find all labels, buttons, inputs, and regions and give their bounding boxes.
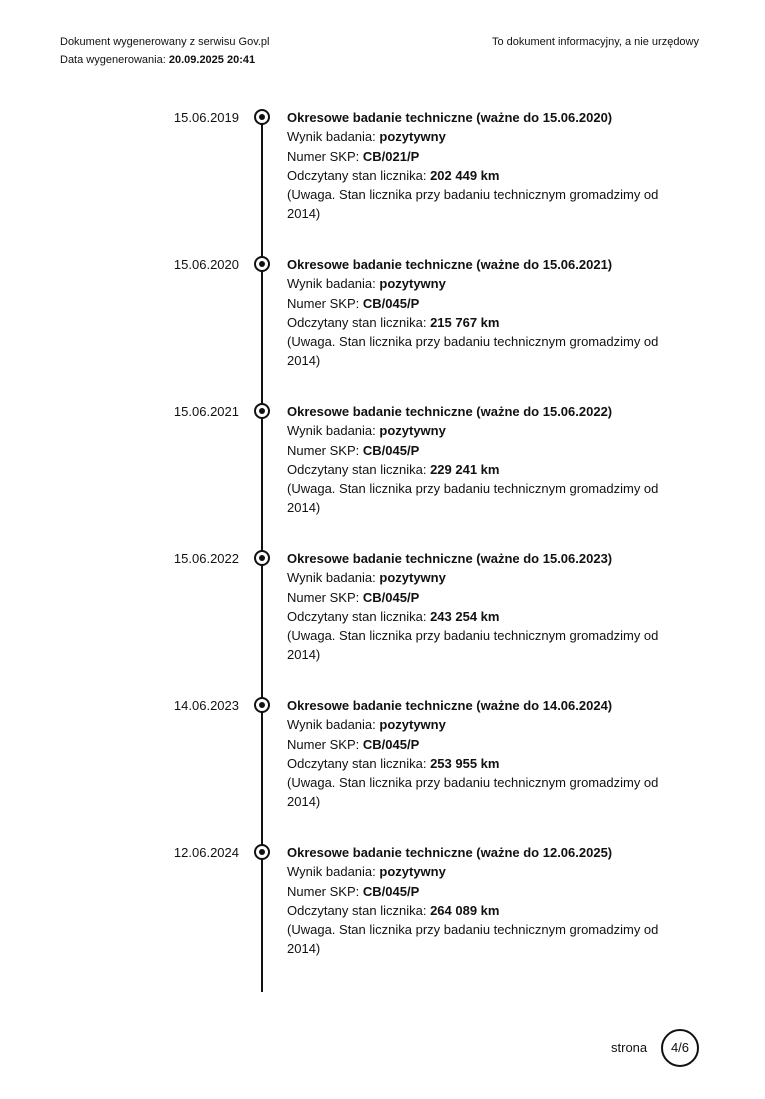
skp-row bbox=[287, 735, 677, 754]
odometer-row bbox=[287, 754, 677, 773]
result-value: pozytywny bbox=[379, 864, 446, 880]
odometer-value: 253 955 km bbox=[430, 755, 500, 771]
timeline-node-icon bbox=[254, 550, 270, 566]
odometer-label: Odczytany stan licznika: bbox=[287, 461, 427, 477]
skp-value: CB/045/P bbox=[362, 442, 420, 458]
entry-date: 15.06.2022 bbox=[173, 551, 239, 566]
odometer-label: Odczytany stan licznika: bbox=[287, 608, 427, 624]
entry-date: 12.06.2024 bbox=[173, 845, 239, 860]
entry-title: Okresowe badanie techniczne (ważne do 15.06.2022) bbox=[287, 404, 613, 419]
timeline-node-icon bbox=[254, 403, 270, 419]
odometer-note: (Uwaga. Stan licznika przy badaniu technicznym gromadzimy od 2014) bbox=[287, 481, 659, 516]
timeline-node-icon bbox=[254, 697, 270, 713]
odometer-note: (Uwaga. Stan licznika przy badaniu technicznym gromadzimy od 2014) bbox=[287, 334, 659, 369]
skp-row bbox=[287, 588, 677, 607]
entry-details bbox=[287, 549, 677, 665]
odometer-value: 202 449 km bbox=[430, 167, 500, 183]
odometer-note: (Uwaga. Stan licznika przy badaniu technicznym gromadzimy od 2014) bbox=[287, 775, 659, 810]
skp-value: CB/021/P bbox=[362, 148, 420, 164]
entry-title: Okresowe badanie techniczne (ważne do 14.06.2024) bbox=[287, 698, 613, 713]
entry-date: 15.06.2020 bbox=[173, 257, 239, 272]
odometer-label: Odczytany stan licznika: bbox=[287, 167, 427, 183]
entry-title: Okresowe badanie techniczne (ważne do 15.06.2020) bbox=[287, 110, 613, 125]
odometer-row bbox=[287, 166, 677, 185]
skp-row bbox=[287, 147, 677, 166]
entry-title: Okresowe badanie techniczne (ważne do 15.06.2021) bbox=[287, 257, 613, 272]
result-label: Wynik badania: bbox=[287, 864, 376, 880]
odometer-label: Odczytany stan licznika: bbox=[287, 314, 427, 330]
odometer-value: 243 254 km bbox=[430, 608, 500, 624]
generation-date-value: 20.09.2025 20:41 bbox=[168, 54, 256, 66]
page-label: strona bbox=[611, 1040, 648, 1055]
odometer-row bbox=[287, 607, 677, 626]
result-label: Wynik badania: bbox=[287, 129, 376, 145]
result-label: Wynik badania: bbox=[287, 276, 376, 292]
result-value: pozytywny bbox=[379, 129, 446, 145]
skp-value: CB/045/P bbox=[362, 295, 420, 311]
odometer-note: (Uwaga. Stan licznika przy badaniu technicznym gromadzimy od 2014) bbox=[287, 187, 659, 222]
skp-row bbox=[287, 294, 677, 313]
entry-details bbox=[287, 255, 677, 371]
odometer-note: (Uwaga. Stan licznika przy badaniu technicznym gromadzimy od 2014) bbox=[287, 922, 659, 957]
skp-value: CB/045/P bbox=[362, 883, 420, 899]
result-label: Wynik badania: bbox=[287, 423, 376, 439]
skp-label: Numer SKP: bbox=[287, 883, 360, 899]
entry-details bbox=[287, 696, 677, 812]
skp-label: Numer SKP: bbox=[287, 295, 360, 311]
result-row bbox=[287, 274, 677, 293]
result-label: Wynik badania: bbox=[287, 570, 376, 586]
result-row bbox=[287, 568, 677, 587]
entry-date: 14.06.2023 bbox=[173, 698, 239, 713]
odometer-row bbox=[287, 313, 677, 332]
result-label: Wynik badania: bbox=[287, 717, 376, 733]
disclaimer-text: To dokument informacyjny, a nie urzędowy bbox=[491, 36, 699, 48]
result-value: pozytywny bbox=[379, 570, 446, 586]
page-number-badge: 4/6 bbox=[661, 1029, 699, 1067]
skp-row bbox=[287, 441, 677, 460]
entry-date: 15.06.2021 bbox=[173, 404, 239, 419]
result-row bbox=[287, 421, 677, 440]
skp-label: Numer SKP: bbox=[287, 736, 360, 752]
entry-details bbox=[287, 108, 677, 224]
skp-value: CB/045/P bbox=[362, 736, 420, 752]
result-value: pozytywny bbox=[379, 717, 446, 733]
odometer-value: 215 767 km bbox=[430, 314, 500, 330]
timeline-node-icon bbox=[254, 109, 270, 125]
odometer-note: (Uwaga. Stan licznika przy badaniu technicznym gromadzimy od 2014) bbox=[287, 628, 659, 663]
result-value: pozytywny bbox=[379, 276, 446, 292]
skp-label: Numer SKP: bbox=[287, 589, 360, 605]
odometer-label: Odczytany stan licznika: bbox=[287, 755, 427, 771]
skp-label: Numer SKP: bbox=[287, 148, 360, 164]
generated-from-text: Dokument wygenerowany z serwisu Gov.pl bbox=[60, 36, 270, 48]
entry-date: 15.06.2019 bbox=[173, 110, 239, 125]
result-row bbox=[287, 715, 677, 734]
document-header-left bbox=[60, 33, 270, 69]
odometer-value: 264 089 km bbox=[430, 902, 500, 918]
result-row bbox=[287, 862, 677, 881]
skp-value: CB/045/P bbox=[362, 589, 420, 605]
odometer-row bbox=[287, 460, 677, 479]
skp-row bbox=[287, 882, 677, 901]
entry-details bbox=[287, 843, 677, 959]
generation-date-row bbox=[60, 51, 270, 69]
result-value: pozytywny bbox=[379, 423, 446, 439]
entry-details bbox=[287, 402, 677, 518]
skp-label: Numer SKP: bbox=[287, 442, 360, 458]
entry-title: Okresowe badanie techniczne (ważne do 15.06.2023) bbox=[287, 551, 613, 566]
timeline-node-icon bbox=[254, 256, 270, 272]
odometer-label: Odczytany stan licznika: bbox=[287, 902, 427, 918]
timeline-node-icon bbox=[254, 844, 270, 860]
result-row bbox=[287, 127, 677, 146]
odometer-row bbox=[287, 901, 677, 920]
entry-title: Okresowe badanie techniczne (ważne do 12.06.2025) bbox=[287, 845, 613, 860]
generation-date-label: Data wygenerowania: bbox=[60, 54, 166, 66]
odometer-value: 229 241 km bbox=[430, 461, 500, 477]
